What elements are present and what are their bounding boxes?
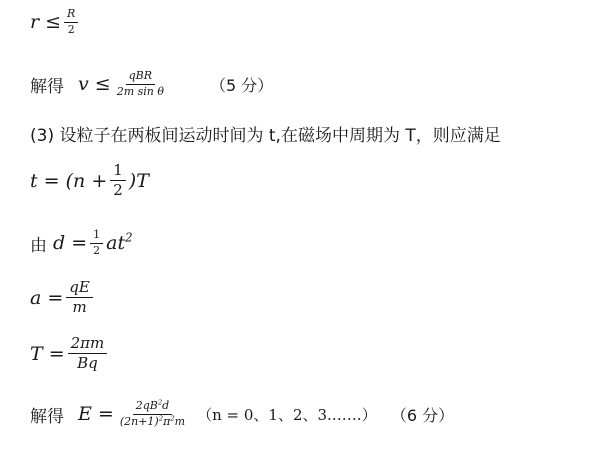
- solve-label: 解得: [30, 406, 64, 427]
- from-label: 由: [30, 235, 47, 256]
- fraction-velocity: [114, 70, 167, 98]
- integer-condition: （n = 0、1、2、3.……）: [197, 405, 377, 424]
- displacement-lhs: d =: [53, 232, 88, 255]
- inequality-r-lhs: r ≤: [30, 11, 62, 34]
- fraction-numerator: qBR: [126, 70, 155, 85]
- fraction-denominator: $(2n+1)^2\pi^2m$: [119, 413, 186, 428]
- acceleration-lhs: a =: [30, 286, 64, 309]
- field-result: [30, 400, 454, 428]
- fraction-numerator: 2πm: [68, 335, 108, 354]
- time-lhs: t = (n +: [30, 169, 108, 192]
- fraction-r-over-2: [64, 8, 78, 36]
- fraction-denominator: 2: [67, 22, 75, 36]
- score-6: （6 分）: [390, 405, 455, 425]
- fraction-period: [68, 335, 108, 373]
- fraction-denominator: Bq: [77, 354, 98, 373]
- period-lhs: T =: [30, 342, 65, 365]
- fraction-denominator: 2: [93, 243, 101, 257]
- fraction-one-half: [110, 162, 126, 200]
- fraction-denominator: 2: [113, 181, 123, 200]
- displacement-equation: [30, 229, 133, 257]
- part-3-statement: [30, 121, 501, 146]
- field-lhs: E =: [78, 403, 114, 426]
- period-equation: [30, 335, 110, 373]
- solve-label: 解得: [30, 76, 64, 97]
- acceleration-equation: [30, 279, 96, 317]
- fraction-field: [117, 400, 188, 428]
- velocity-result: [30, 70, 273, 98]
- fraction-numerator: qE: [66, 279, 93, 298]
- fraction-numerator: $2qB^2d$: [133, 400, 173, 415]
- fraction-numerator: 1: [110, 162, 126, 181]
- fraction-numerator: 1: [90, 229, 103, 244]
- score-5: （5 分）: [210, 75, 274, 95]
- fraction-denominator: 2m sin θ: [116, 84, 164, 98]
- displacement-rhs: $at^2$: [106, 230, 133, 255]
- time-rhs: )T: [128, 169, 149, 192]
- fraction-qE-over-m: [66, 279, 93, 317]
- time-equation: [30, 162, 149, 200]
- fraction-numerator: R: [64, 8, 78, 23]
- fraction-one-half: [90, 229, 103, 257]
- velocity-lhs: v ≤: [78, 73, 111, 96]
- fraction-denominator: m: [72, 298, 87, 317]
- inequality-r: [30, 8, 81, 36]
- part-3-text: (3) 设粒子在两板间运动时间为 t,在磁场中周期为 T，则应满足: [30, 126, 501, 146]
